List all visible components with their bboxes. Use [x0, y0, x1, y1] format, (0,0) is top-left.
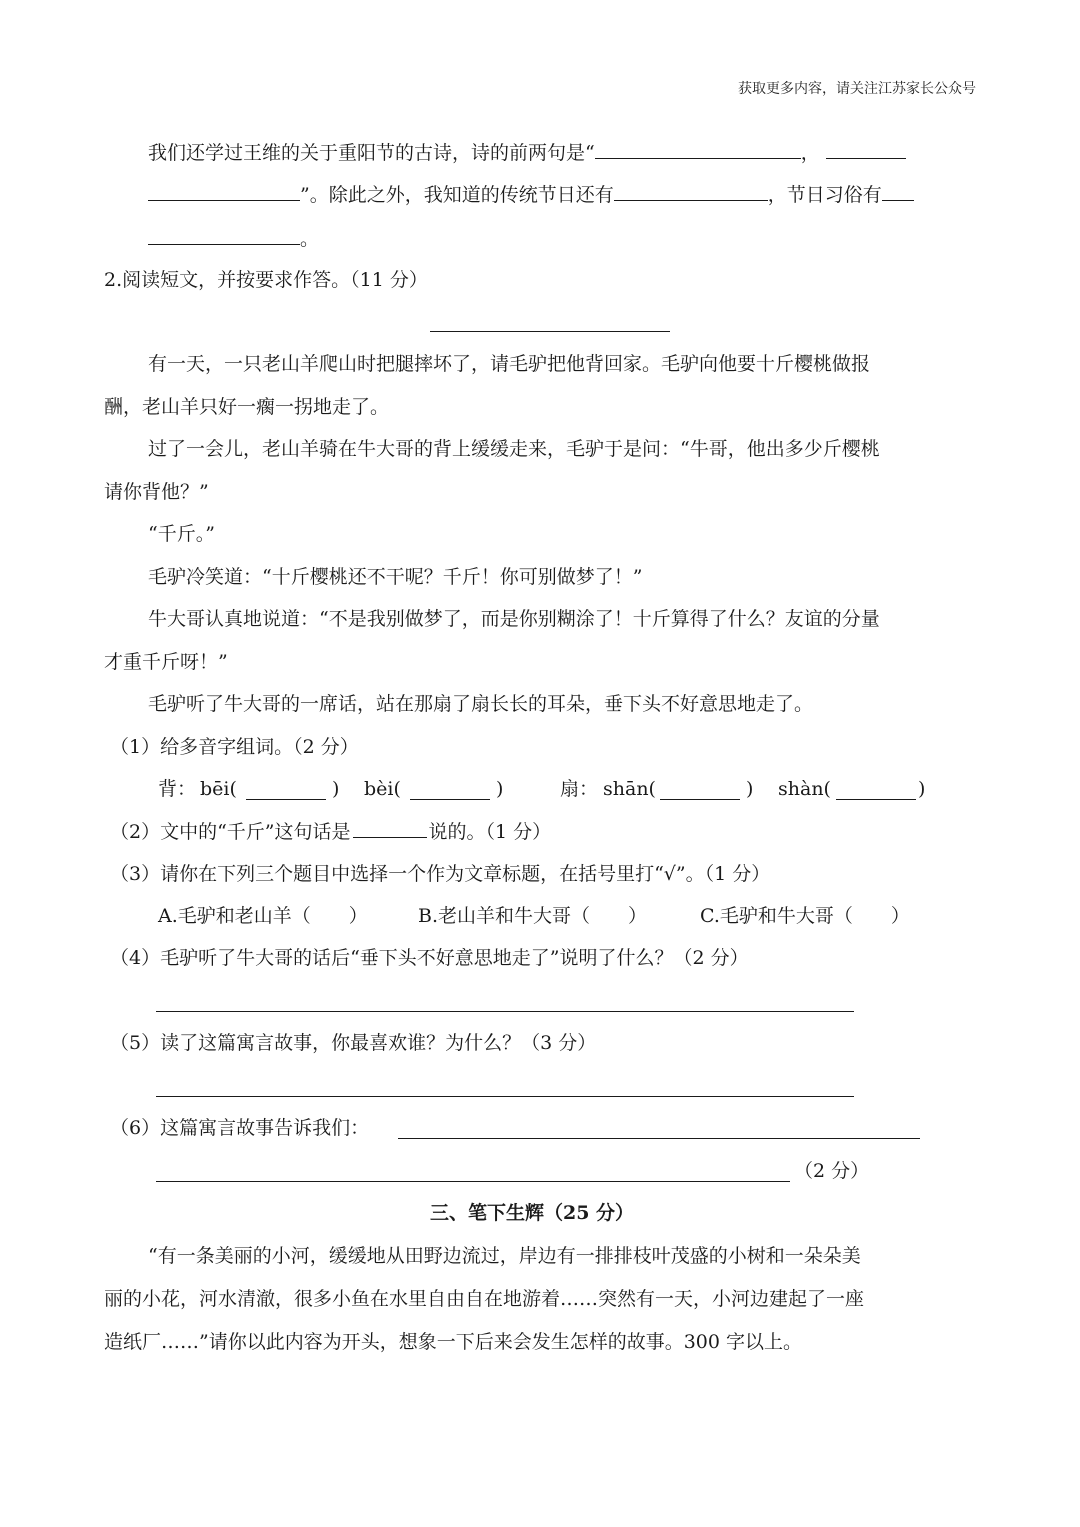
- shan2-pinyin: shàn(: [778, 778, 831, 800]
- paren-close: ): [746, 778, 754, 800]
- q1-text-3: 。: [300, 228, 320, 250]
- section3-title: 三、笔下生辉（25 分）: [430, 1202, 635, 1224]
- q1-line-3: [148, 226, 319, 251]
- sub1-title: （1）给多音字组词。（2 分）: [110, 736, 359, 758]
- option-c[interactable]: C.毛驴和牛大哥（ ）: [700, 905, 910, 927]
- q1-text-2b: ，节日习俗有: [767, 184, 882, 206]
- sub5-answer-line[interactable]: [156, 1096, 854, 1097]
- shan1-answer[interactable]: [660, 799, 740, 800]
- shan-label: 扇：: [560, 778, 599, 800]
- q1-comma: ，: [800, 142, 820, 164]
- passage-line: 过了一会儿，老山羊骑在牛大哥的背上缓缓走来，毛驴于是问：“牛哥，他出多少斤樱桃: [148, 438, 880, 460]
- sub2-line: [110, 819, 551, 844]
- bei2-answer[interactable]: [410, 799, 490, 800]
- passage-line: 酬，老山羊只好一瘸一拐地走了。: [104, 396, 390, 418]
- answer-blank[interactable]: [148, 182, 300, 201]
- passage-line: “千斤。”: [148, 523, 215, 545]
- sub6-score: （2 分）: [794, 1160, 870, 1182]
- section3-line: 造纸厂……”请你以此内容为开头，想象一下后来会发生怎样的故事。300 字以上。: [104, 1331, 803, 1353]
- header-note: 获取更多内容，请关注江苏家长公众号: [738, 81, 976, 97]
- sub2-text-a: （2）文中的“千斤”这句话是: [110, 821, 351, 843]
- passage-line: 才重千斤呀！”: [104, 651, 228, 673]
- sub3-title: （3）请你在下列三个题目中选择一个作为文章标题，在括号里打“√”。（1 分）: [110, 863, 771, 885]
- answer-blank[interactable]: [826, 140, 906, 159]
- bei-label: 背：: [158, 778, 197, 800]
- sub4-title: （4）毛驴听了牛大哥的话后“垂下头不好意思地走了”说明了什么？（2 分）: [110, 947, 749, 969]
- passage-line: 有一天，一只老山羊爬山时把腿摔坏了，请毛驴把他背回家。毛驴向他要十斤樱桃做报: [148, 353, 871, 375]
- sub6-title: （6）这篇寓言故事告诉我们：: [110, 1117, 370, 1139]
- bei1-pinyin: bēi(: [200, 778, 237, 800]
- passage-line: 请你背他？”: [104, 481, 209, 503]
- bei2-pinyin: bèi(: [364, 778, 401, 800]
- paren-close: ): [332, 778, 340, 800]
- answer-blank[interactable]: [353, 819, 427, 838]
- section3-line: “有一条美丽的小河，缓缓地从田野边流过，岸边有一排排枝叶茂盛的小树和一朵朵美: [148, 1245, 861, 1267]
- sub2-text-b: 说的。（1 分）: [428, 821, 552, 843]
- q1-line-1: [148, 140, 906, 165]
- sub4-answer-line[interactable]: [156, 1011, 854, 1012]
- paren-close: ): [918, 778, 926, 800]
- shan2-answer[interactable]: [836, 799, 916, 800]
- option-a[interactable]: A.毛驴和老山羊（ ）: [158, 905, 368, 927]
- answer-blank[interactable]: [148, 226, 300, 245]
- q1-text-2a: ”。除此之外，我知道的传统节日还有: [300, 184, 614, 206]
- bei1-answer[interactable]: [246, 799, 326, 800]
- section3-line: 丽的小花，河水清澈，很多小鱼在水里自由自在地游着……突然有一天，小河边建起了一座: [104, 1288, 865, 1310]
- shan1-pinyin: shān(: [603, 778, 656, 800]
- sub6-answer-line[interactable]: [398, 1138, 920, 1139]
- passage-title-blank[interactable]: [430, 331, 670, 332]
- answer-blank[interactable]: [882, 182, 914, 201]
- q1-text-1: 我们还学过王维的关于重阳节的古诗，诗的前两句是“: [148, 142, 595, 164]
- passage-line: 毛驴冷笑道：“十斤樱桃还不干呢？千斤！你可别做梦了！”: [148, 566, 643, 588]
- option-b[interactable]: B.老山羊和牛大哥（ ）: [418, 905, 648, 927]
- sub6-answer-line-2[interactable]: [156, 1181, 790, 1182]
- answer-blank[interactable]: [614, 182, 768, 201]
- paren-close: ): [496, 778, 504, 800]
- passage-line: 牛大哥认真地说道：“不是我别做梦了，而是你别糊涂了！十斤算得了什么？友谊的分量: [148, 608, 880, 630]
- sub5-title: （5）读了这篇寓言故事，你最喜欢谁？为什么？（3 分）: [110, 1032, 597, 1054]
- answer-blank[interactable]: [595, 140, 801, 159]
- q1-line-2: [148, 182, 914, 207]
- passage-line: 毛驴听了牛大哥的一席话，站在那扇了扇长长的耳朵，垂下头不好意思地走了。: [148, 693, 814, 715]
- q2-title: 2.阅读短文，并按要求作答。（11 分）: [104, 269, 428, 291]
